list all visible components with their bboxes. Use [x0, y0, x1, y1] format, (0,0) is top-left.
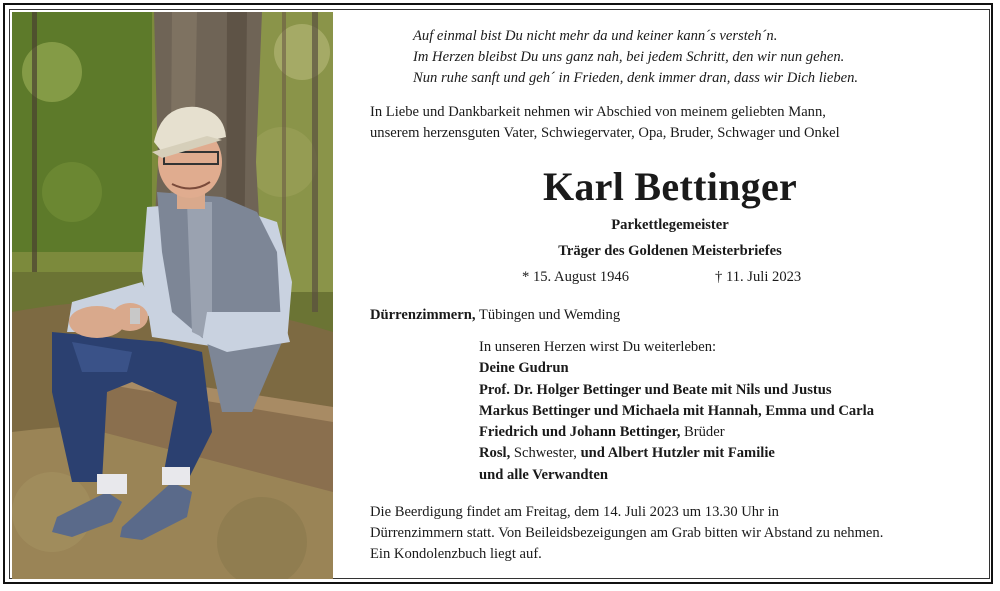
- mourner-line: Rosl,: [479, 445, 511, 462]
- mourner-line: und Albert Hutzler mit Familie: [580, 445, 775, 462]
- deceased-name: Karl Bettinger: [542, 164, 798, 209]
- funeral-line: Dürrenzimmern statt. Von Beileidsbezeigungen am Grab bitten wir Abstand zu nehmen.: [370, 525, 884, 541]
- mourner-line: Prof. Dr. Holger Bettinger und Beate mit Nils und Justus: [479, 381, 832, 398]
- mourner-line: Friedrich und Johann Bettinger,: [479, 424, 681, 441]
- death-date: † 11. Juli 2023: [715, 269, 802, 285]
- poem: [413, 26, 973, 89]
- mourner-line: Deine Gudrun: [479, 360, 569, 377]
- poem-line: Auf einmal bist Du nicht mehr da und keiner kann´s versteh´n.: [413, 28, 778, 44]
- birth-date: * 15. August 1946: [522, 269, 630, 285]
- poem-line: Nun ruhe sanft und geh´ in Frieden, denk immer dran, dass wir Dich lieben.: [413, 70, 859, 86]
- place-line: [370, 305, 620, 325]
- intro-line: unserem herzensguten Vater, Schwiegervater, Opa, Bruder, Schwager und Onkel: [370, 125, 840, 141]
- intro-line: In Liebe und Dankbarkeit nehmen wir Abschied von meinem geliebten Mann,: [370, 104, 826, 120]
- poem-line: Im Herzen bleibst Du uns ganz nah, bei jedem Schritt, den wir nun gehen.: [413, 49, 845, 65]
- place-main: Dürrenzimmern,: [370, 307, 476, 323]
- mourner-relation: Brüder: [680, 424, 725, 441]
- funeral-line: Ein Kondolenzbuch liegt auf.: [370, 546, 542, 562]
- obituary-text: [335, 12, 975, 579]
- portrait-photo: [12, 12, 333, 579]
- place-rest: Tübingen und Wemding: [475, 307, 621, 323]
- mourner-relation: Schwester,: [510, 445, 581, 462]
- deceased-title: Parkettlegemeister: [611, 217, 729, 233]
- funeral-line: Die Beerdigung findet am Freitag, dem 14. Juli 2023 um 13.30 Uhr in: [370, 504, 779, 520]
- deceased-honor: Träger des Goldenen Meisterbriefes: [558, 243, 782, 259]
- intro-text: [370, 102, 970, 144]
- mourners-heading: In unseren Herzen wirst Du weiterleben:: [479, 339, 717, 355]
- funeral-info: [370, 502, 975, 565]
- mourners-list: [479, 337, 979, 486]
- mourner-line: Markus Bettinger und Michaela mit Hannah, Emma und Carla: [479, 402, 875, 419]
- mourner-line: und alle Verwandten: [479, 466, 608, 483]
